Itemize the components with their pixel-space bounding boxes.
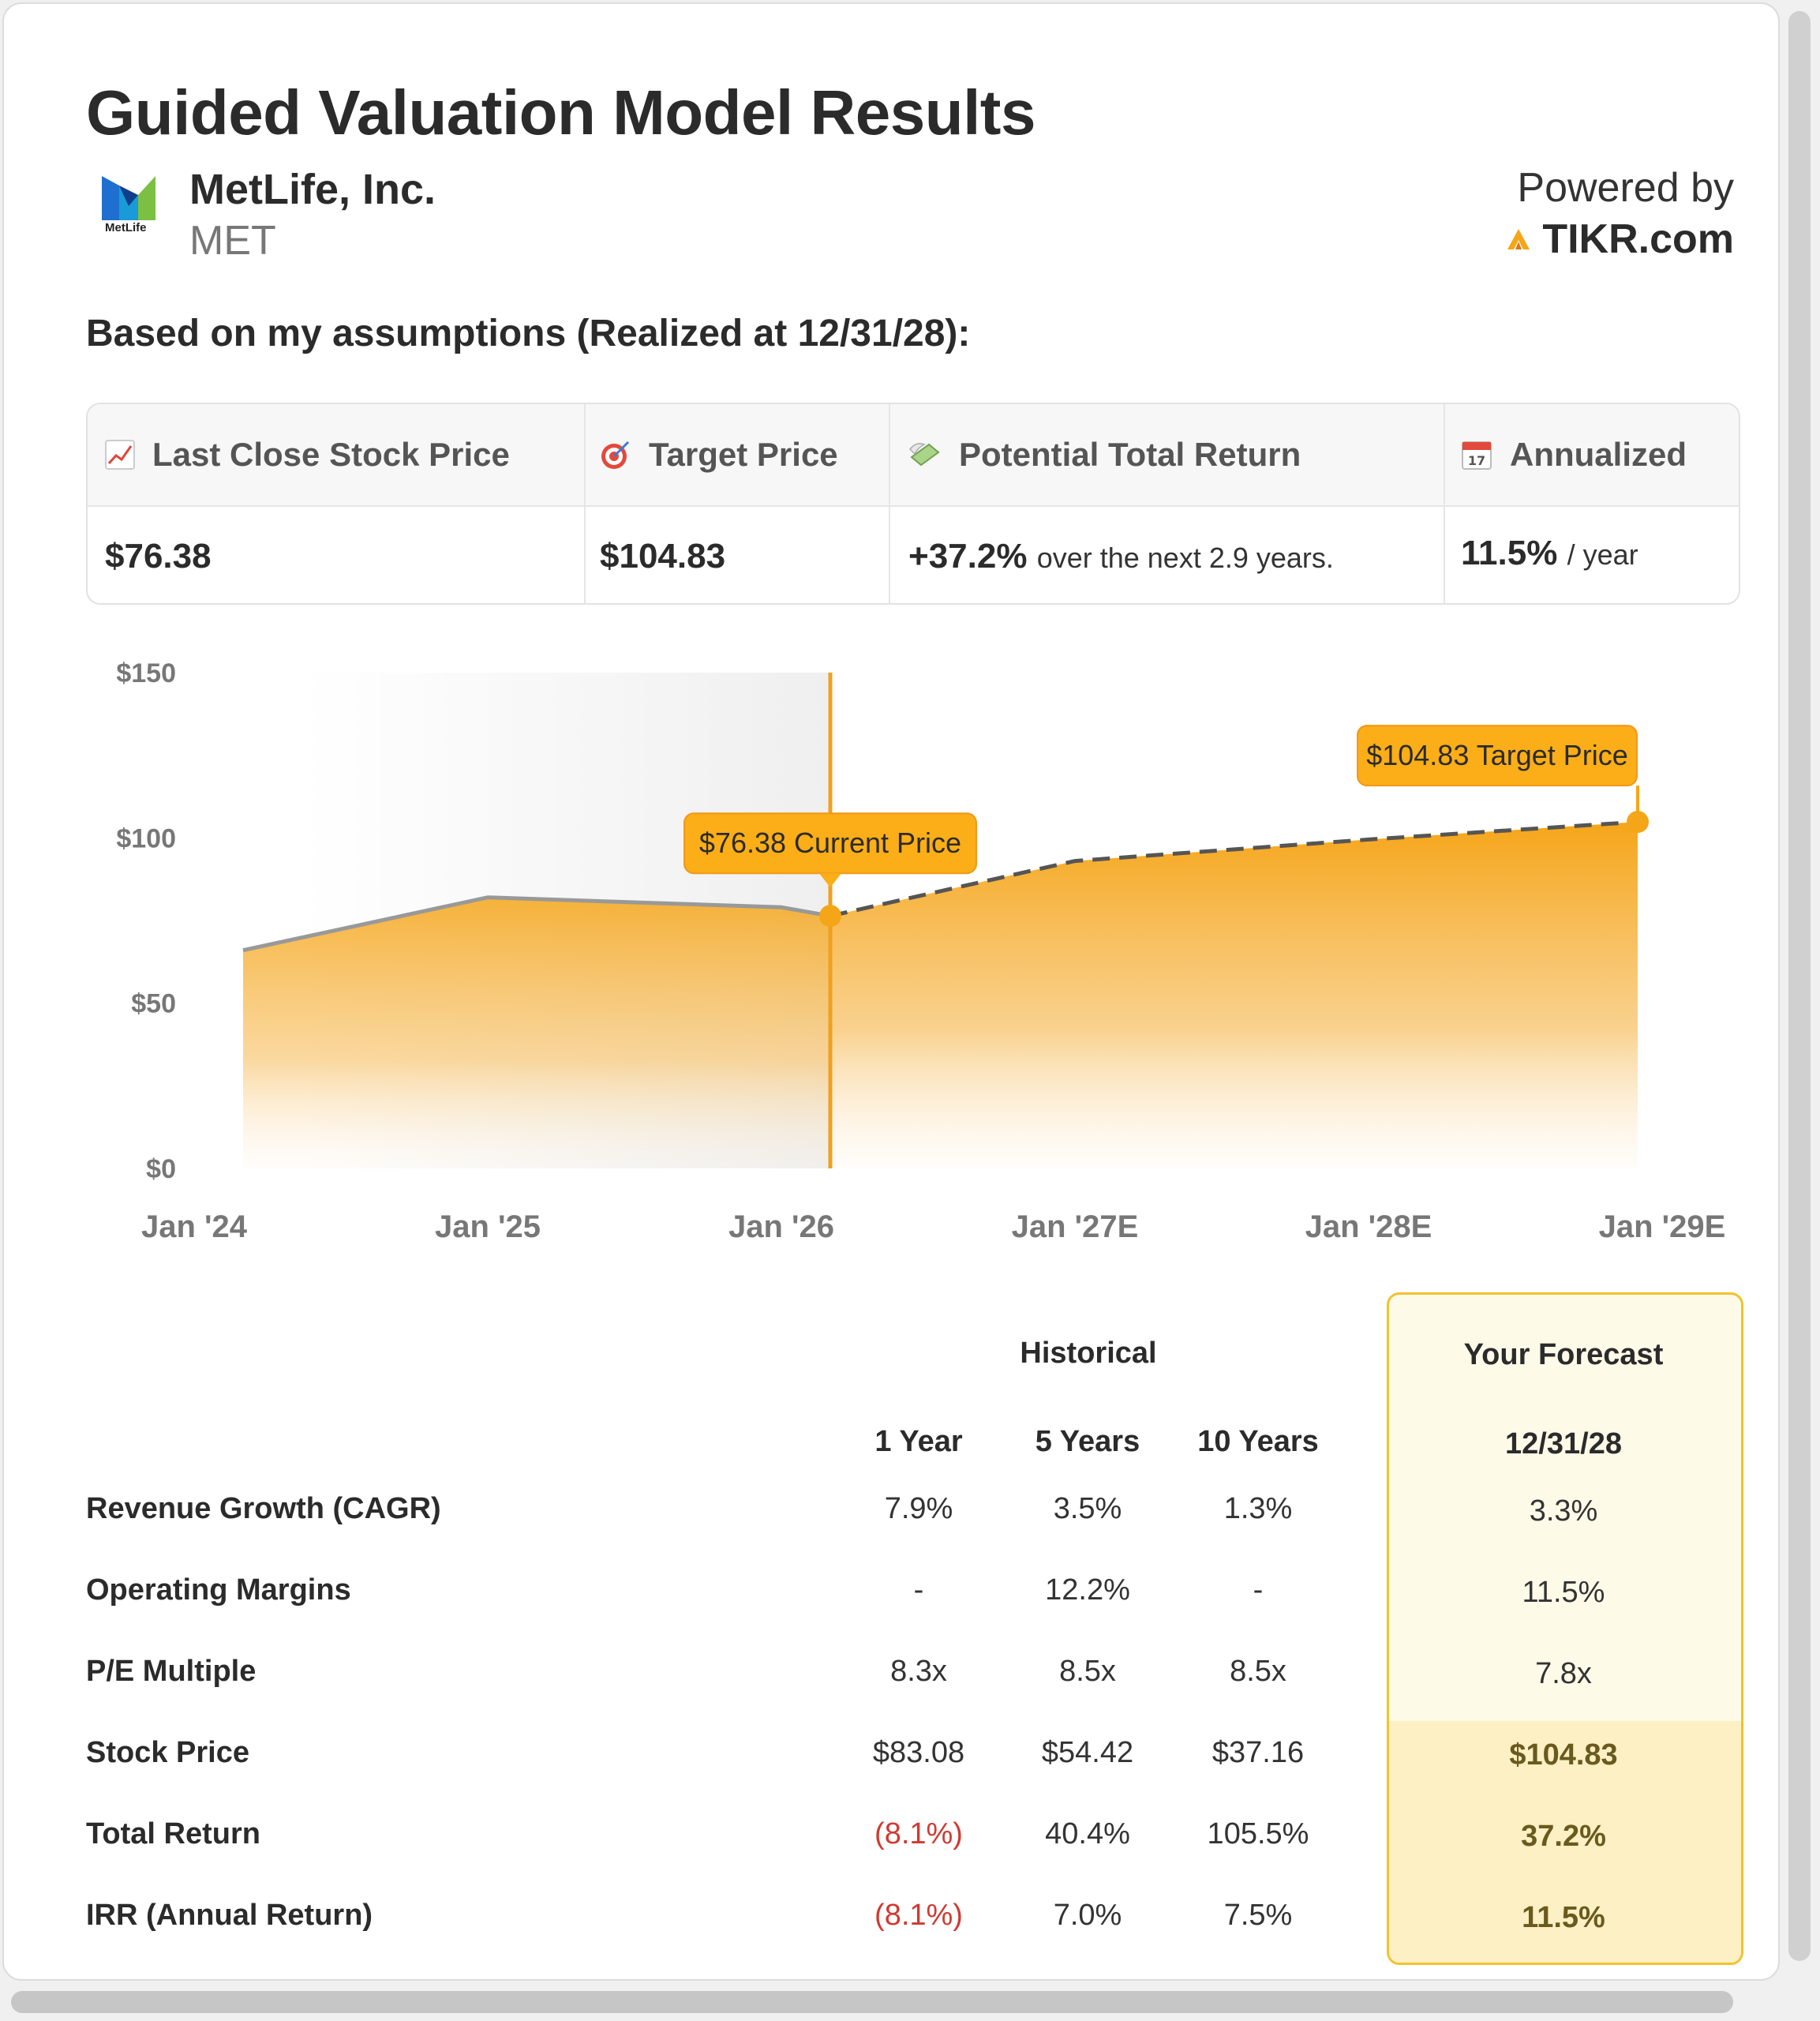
forecast-heading: Your Forecast	[1463, 1338, 1664, 1371]
historical-cell: -	[913, 1573, 924, 1607]
horizontal-scrollbar[interactable]	[11, 1991, 1733, 2013]
total-return-percent: +37.2%	[908, 537, 1028, 576]
historical-cell: (8.1%)	[874, 1817, 963, 1850]
valuation-card	[2, 2, 1780, 1981]
historical-cell: 8.3x	[890, 1655, 947, 1688]
forecast-date: 12/31/28	[1505, 1427, 1622, 1460]
col-10-years: 10 Years	[1197, 1425, 1319, 1458]
target-price-callout-text: $104.83 Target Price	[1366, 739, 1628, 772]
forecast-panel	[1387, 1292, 1743, 1965]
target-price-label: Target Price	[649, 436, 838, 473]
historical-cell: 7.0%	[1053, 1899, 1122, 1932]
tikr-brand-text: TIKR.com	[1542, 216, 1734, 262]
historical-cell: -	[1253, 1573, 1264, 1607]
vertical-scrollbar[interactable]	[1788, 11, 1811, 1961]
annualized-suffix: / year	[1567, 538, 1638, 571]
historical-cell: $37.16	[1211, 1736, 1305, 1769]
forecast-cell: 37.2%	[1521, 1820, 1606, 1853]
company-ticker: MET	[189, 218, 276, 264]
forecast-cell: $104.83	[1509, 1738, 1618, 1772]
logo-text: MetLife	[105, 221, 147, 234]
historical-cell: $83.08	[872, 1736, 965, 1769]
current-price-callout-text: $76.38 Current Price	[698, 827, 962, 860]
total-return-suffix: over the next 2.9 years.	[1036, 542, 1334, 574]
historical-cell: 12.2%	[1045, 1573, 1130, 1607]
row-label: P/E Multiple	[86, 1655, 257, 1688]
historical-cell: (8.1%)	[874, 1899, 963, 1932]
annualized-label: Annualized	[1510, 436, 1687, 473]
historical-cell: 1.3%	[1223, 1492, 1293, 1525]
historical-cell: $54.42	[1041, 1736, 1134, 1769]
last-close-label: Last Close Stock Price	[152, 436, 510, 473]
y-tick-label: $50	[131, 988, 176, 1019]
x-tick-label: Jan '25	[434, 1209, 541, 1244]
historical-area	[243, 898, 830, 1168]
price-chart	[4, 4, 1780, 1283]
row-label: Revenue Growth (CAGR)	[86, 1492, 441, 1525]
forecast-cell: 7.8x	[1535, 1657, 1592, 1690]
forecast-cell: 3.3%	[1529, 1494, 1598, 1528]
row-label: IRR (Annual Return)	[86, 1899, 373, 1932]
forecast-cell: 11.5%	[1522, 1901, 1605, 1934]
target-price-point[interactable]	[1627, 811, 1649, 833]
powered-by-label: Powered by	[1517, 165, 1734, 211]
y-tick-label: $0	[146, 1154, 176, 1184]
x-tick-label: Jan '27E	[1011, 1209, 1139, 1244]
row-label: Operating Margins	[86, 1573, 351, 1607]
x-tick-label: Jan '24	[140, 1209, 248, 1244]
col-1-year: 1 Year	[874, 1425, 963, 1458]
last-close-value: $76.38	[105, 537, 212, 576]
historical-heading: Historical	[1020, 1337, 1157, 1370]
company-name: MetLife, Inc.	[189, 166, 436, 213]
page-title: Guided Valuation Model Results	[86, 77, 1035, 148]
y-tick-label: $100	[116, 823, 176, 854]
annualized-percent: 11.5%	[1461, 534, 1558, 572]
historical-cell: 8.5x	[1059, 1655, 1116, 1688]
historical-cell: 8.5x	[1230, 1655, 1286, 1688]
historical-cell: 40.4%	[1045, 1817, 1130, 1850]
target-price-value: $104.83	[600, 537, 726, 576]
col-5-years: 5 Years	[1035, 1425, 1140, 1458]
forecast-cell: 11.5%	[1522, 1576, 1605, 1609]
current-price-point[interactable]	[819, 905, 841, 927]
y-tick-label: $150	[116, 658, 176, 688]
total-return-label: Potential Total Return	[959, 436, 1301, 473]
x-tick-label: Jan '29E	[1598, 1209, 1726, 1244]
historical-cell: 7.5%	[1223, 1899, 1293, 1932]
target-price-callout	[1358, 726, 1637, 786]
svg-text:17: 17	[1467, 453, 1486, 468]
assumptions-heading: Based on my assumptions (Realized at 12/31/28):	[86, 313, 971, 354]
x-tick-label: Jan '26	[728, 1209, 835, 1244]
historical-cell: 105.5%	[1207, 1817, 1309, 1850]
row-label: Total Return	[86, 1817, 260, 1850]
historical-cell: 7.9%	[884, 1492, 953, 1525]
row-label: Stock Price	[86, 1736, 249, 1769]
x-tick-label: Jan '28E	[1305, 1209, 1432, 1244]
historical-cell: 3.5%	[1053, 1492, 1122, 1525]
